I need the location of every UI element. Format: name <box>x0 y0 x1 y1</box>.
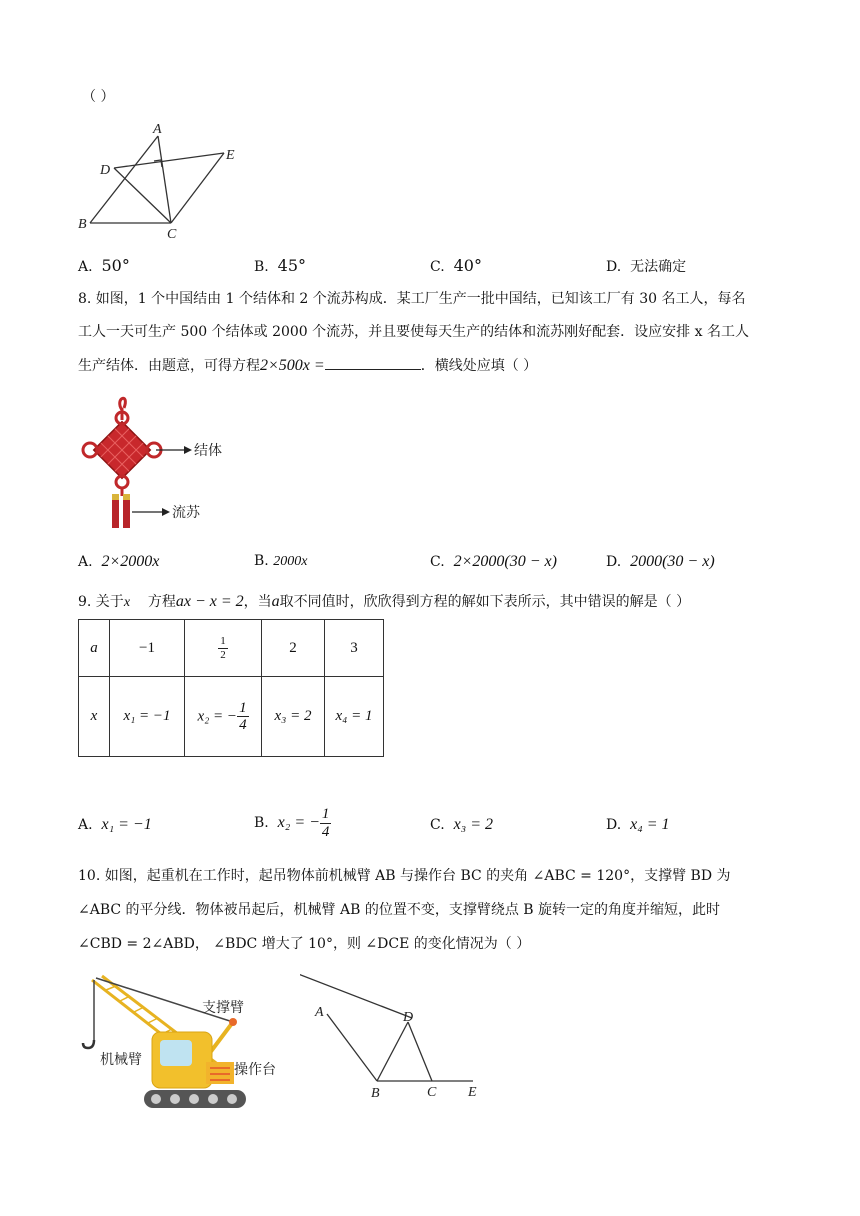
q10-label-d: D <box>403 1010 414 1025</box>
q8-label-tassel: 流苏 <box>172 505 200 521</box>
table-header-x: x <box>79 677 110 757</box>
q9-solution-table <box>78 619 384 757</box>
q8-option-b[interactable]: B. 2000x <box>254 553 308 569</box>
q7-option-c[interactable]: C. 40° <box>430 256 482 275</box>
q10-stem-line3: ∠CBD = 2∠ABD， ∠BDC 增大了 10°，则 ∠DCE 的变化情况为（ ） <box>78 936 531 952</box>
q10-label-b: B <box>371 1086 380 1101</box>
answer-parentheses: （ ） <box>82 89 115 105</box>
q8-option-c[interactable]: C. 2×2000(30 − x) <box>430 553 557 570</box>
q10-label-platform: 操作台 <box>234 1062 276 1078</box>
q7-label-d: D <box>100 163 111 178</box>
q9-option-b[interactable]: B. x₂ = − $\frac{1}{4}$ <box>254 806 330 840</box>
q8-option-a[interactable]: A. 2×2000x <box>78 553 160 570</box>
q7-label-e: E <box>226 148 235 163</box>
q10-crane-illustration <box>78 966 288 1112</box>
table-cell: 3 <box>325 620 384 677</box>
table-cell: $\frac{1}{2}$ <box>185 620 262 677</box>
q7-option-d[interactable]: D. 无法确定 <box>606 259 687 275</box>
q7-label-a: A <box>153 122 162 137</box>
q8-stem-line3: 生产结体．由题意，可得方程2×500x = ．横线处应填（ ） <box>78 353 537 378</box>
q10-label-a: A <box>315 1005 324 1020</box>
q7-option-b[interactable]: B. 45° <box>254 256 307 275</box>
table-cell: x₂ = − $\frac{1}{4}$ <box>185 677 262 757</box>
q8-answer-blank <box>325 353 421 370</box>
q10-stem-line1: 10. 如图，起重机在工作时，起吊物体前机械臂 AB 与操作台 BC 的夹角 ∠ABC = 120°，支撑臂 BD 为 <box>78 868 731 884</box>
q9-option-d[interactable]: D. x₄ = 1 <box>606 816 670 833</box>
q7-label-c: C <box>167 227 177 242</box>
q9-option-a[interactable]: A. x₁ = −1 <box>78 816 152 833</box>
q9-option-c[interactable]: C. x₃ = 2 <box>430 816 494 833</box>
q10-geometry-figure <box>300 966 500 1106</box>
q8-stem-line1: 8. 如图，1 个中国结由 1 个结体和 2 个流苏构成．某工厂生产一批中国结，已知该工厂有 30 名工人，每名 <box>78 291 746 307</box>
q8-option-d[interactable]: D. 2000(30 − x) <box>606 553 715 570</box>
q10-label-mechanical-arm: 机械臂 <box>100 1052 142 1068</box>
table-header-a: a <box>79 620 110 677</box>
q10-label-support-arm: 支撑臂 <box>202 1000 244 1016</box>
q7-option-a[interactable]: A. 50° <box>78 256 130 275</box>
table-cell: −1 <box>110 620 185 677</box>
q8-label-knot-body: 结体 <box>194 443 222 459</box>
q7-label-b: B <box>78 217 87 232</box>
q7-geometry-figure <box>70 116 250 246</box>
table-cell: x₃ = 2 <box>262 677 325 757</box>
q8-stem-line2: 工人一天可生产 500 个结体或 2000 个流苏，并且要使每天生产的结体和流苏刚好配套．设应安排 x 名工人 <box>78 324 749 340</box>
table-cell: x₄ = 1 <box>325 677 384 757</box>
q9-stem: 9. 关于x 方程ax − x = 2，当a取不同值时，欣欣得到方程的解如下表所示，其中错误的解是（ ） <box>78 593 691 610</box>
q10-label-c: C <box>427 1085 437 1100</box>
q10-stem-line2: ∠ABC 的平分线．物体被吊起后，机械臂 AB 的位置不变，支撑臂绕点 B 旋转一定的角度并缩短，此时 <box>78 902 721 918</box>
q8-chinese-knot-figure <box>76 394 246 534</box>
q10-label-e: E <box>468 1085 477 1100</box>
table-cell: x₁ = −1 <box>110 677 185 757</box>
table-cell: 2 <box>262 620 325 677</box>
